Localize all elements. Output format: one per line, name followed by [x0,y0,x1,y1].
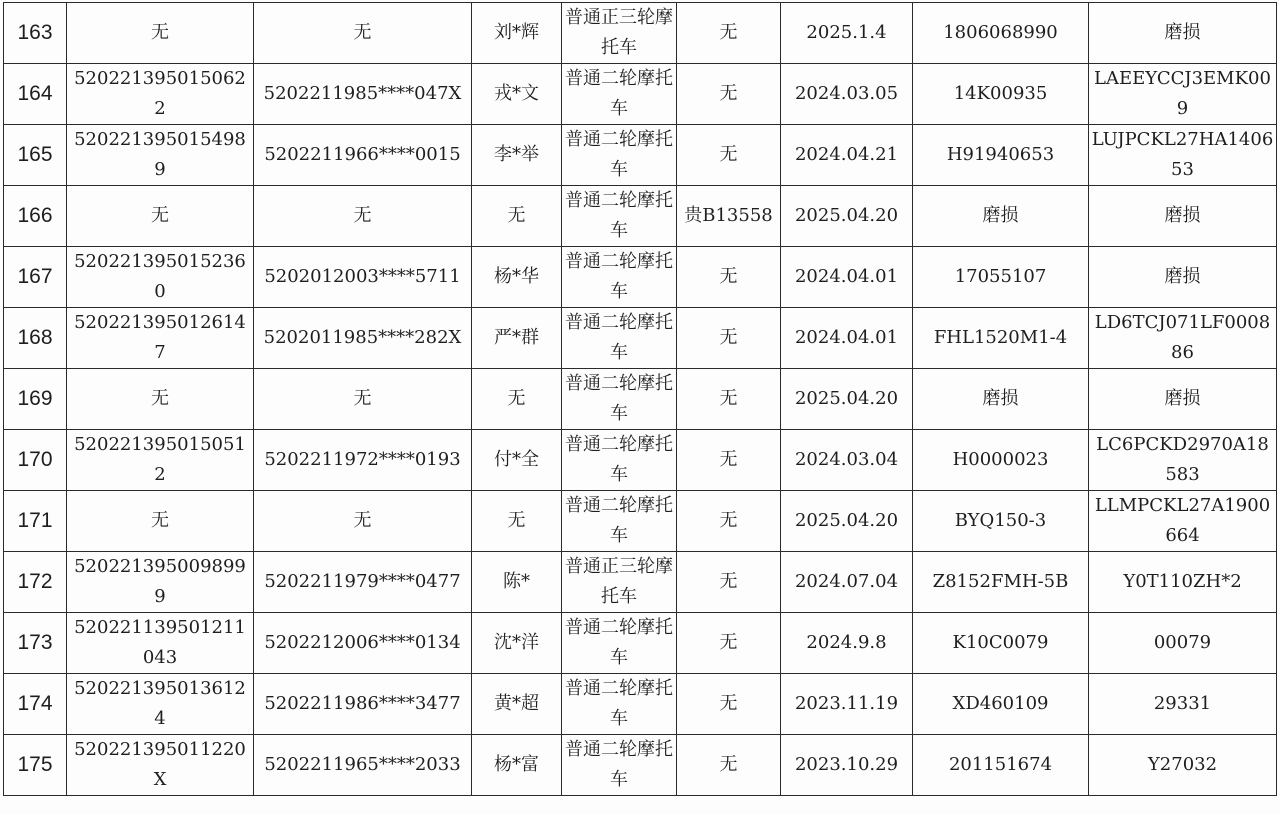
code-cell: 5202213950126147 [67,308,254,369]
date-cell: 2024.03.04 [781,430,913,491]
engine-number-cell: BYQ150-3 [913,491,1089,552]
table-row [4,369,1277,430]
owner-name-cell: 黄*超 [472,674,562,735]
owner-name-cell: 无 [472,186,562,247]
date-cell: 2025.1.4 [781,3,913,64]
owner-name-cell: 陈* [472,552,562,613]
frame-number-cell: LC6PCKD2970A18583 [1089,430,1277,491]
vehicle-type-cell: 普通二轮摩托车 [562,125,677,186]
table-row [4,186,1277,247]
frame-number-cell: LAEEYCCJ3EMK009 [1089,64,1277,125]
date-cell: 2025.04.20 [781,491,913,552]
engine-number-cell: 磨损 [913,369,1089,430]
frame-number-cell: 磨损 [1089,3,1277,64]
date-cell: 2024.04.01 [781,247,913,308]
frame-number-cell: 00079 [1089,613,1277,674]
vehicle-type-cell: 普通二轮摩托车 [562,735,677,796]
code-cell: 5202213950150622 [67,64,254,125]
owner-name-cell: 刘*辉 [472,3,562,64]
vehicle-type-cell: 普通二轮摩托车 [562,613,677,674]
table-row [4,430,1277,491]
frame-number-cell: Y27032 [1089,735,1277,796]
records-table [3,2,1277,796]
row-index-cell: 175 [4,735,67,796]
engine-number-cell: 磨损 [913,186,1089,247]
owner-name-cell: 无 [472,491,562,552]
frame-number-cell: LD6TCJ071LF000886 [1089,308,1277,369]
engine-number-cell: Z8152FMH-5B [913,552,1089,613]
code-cell: 无 [67,186,254,247]
date-cell: 2024.9.8 [781,613,913,674]
date-cell: 2024.07.04 [781,552,913,613]
plate-number-cell: 无 [677,735,781,796]
plate-number-cell: 无 [677,64,781,125]
owner-name-cell: 无 [472,369,562,430]
table-row [4,308,1277,369]
plate-number-cell: 贵B13558 [677,186,781,247]
engine-number-cell: 14K00935 [913,64,1089,125]
code-cell: 5202213950098999 [67,552,254,613]
row-index-cell: 167 [4,247,67,308]
id-number-cell: 5202211965****2033 [254,735,472,796]
owner-name-cell: 杨*富 [472,735,562,796]
engine-number-cell: 201151674 [913,735,1089,796]
owner-name-cell: 戎*文 [472,64,562,125]
date-cell: 2025.04.20 [781,369,913,430]
id-number-cell: 5202011985****282X [254,308,472,369]
table-row [4,674,1277,735]
id-number-cell: 5202211986****3477 [254,674,472,735]
table-row [4,64,1277,125]
table-row [4,3,1277,64]
id-number-cell: 无 [254,3,472,64]
plate-number-cell: 无 [677,3,781,64]
date-cell: 2024.04.21 [781,125,913,186]
owner-name-cell: 李*举 [472,125,562,186]
id-number-cell: 5202211966****0015 [254,125,472,186]
code-cell: 无 [67,3,254,64]
code-cell: 5202213950136124 [67,674,254,735]
plate-number-cell: 无 [677,430,781,491]
plate-number-cell: 无 [677,491,781,552]
date-cell: 2024.04.01 [781,308,913,369]
row-index-cell: 163 [4,3,67,64]
row-index-cell: 169 [4,369,67,430]
frame-number-cell: Y0T110ZH*2 [1089,552,1277,613]
table-row [4,247,1277,308]
id-number-cell: 5202211972****0193 [254,430,472,491]
table-row [4,125,1277,186]
frame-number-cell: 29331 [1089,674,1277,735]
id-number-cell: 5202212006****0134 [254,613,472,674]
frame-number-cell: 磨损 [1089,369,1277,430]
engine-number-cell: 17055107 [913,247,1089,308]
row-index-cell: 168 [4,308,67,369]
id-number-cell: 5202211985****047X [254,64,472,125]
plate-number-cell: 无 [677,552,781,613]
row-index-cell: 165 [4,125,67,186]
engine-number-cell: H91940653 [913,125,1089,186]
plate-number-cell: 无 [677,125,781,186]
row-index-cell: 171 [4,491,67,552]
vehicle-type-cell: 普通二轮摩托车 [562,247,677,308]
id-number-cell: 5202211979****0477 [254,552,472,613]
frame-number-cell: 磨损 [1089,186,1277,247]
id-number-cell: 无 [254,369,472,430]
frame-number-cell: LUJPCKL27HA140653 [1089,125,1277,186]
date-cell: 2025.04.20 [781,186,913,247]
id-number-cell: 无 [254,491,472,552]
row-index-cell: 172 [4,552,67,613]
vehicle-type-cell: 普通二轮摩托车 [562,369,677,430]
engine-number-cell: 1806068990 [913,3,1089,64]
code-cell: 无 [67,491,254,552]
code-cell: 无 [67,369,254,430]
vehicle-type-cell: 普通正三轮摩托车 [562,552,677,613]
date-cell: 2023.10.29 [781,735,913,796]
owner-name-cell: 沈*洋 [472,613,562,674]
vehicle-type-cell: 普通正三轮摩托车 [562,3,677,64]
row-index-cell: 174 [4,674,67,735]
vehicle-type-cell: 普通二轮摩托车 [562,674,677,735]
records-table-body [4,3,1277,796]
frame-number-cell: 磨损 [1089,247,1277,308]
code-cell: 5202213950154989 [67,125,254,186]
id-number-cell: 无 [254,186,472,247]
row-index-cell: 170 [4,430,67,491]
owner-name-cell: 付*全 [472,430,562,491]
owner-name-cell: 杨*华 [472,247,562,308]
plate-number-cell: 无 [677,308,781,369]
date-cell: 2024.03.05 [781,64,913,125]
row-index-cell: 166 [4,186,67,247]
date-cell: 2023.11.19 [781,674,913,735]
row-index-cell: 164 [4,64,67,125]
table-row [4,491,1277,552]
engine-number-cell: XD460109 [913,674,1089,735]
vehicle-type-cell: 普通二轮摩托车 [562,186,677,247]
table-row [4,613,1277,674]
owner-name-cell: 严*群 [472,308,562,369]
vehicle-type-cell: 普通二轮摩托车 [562,491,677,552]
plate-number-cell: 无 [677,247,781,308]
engine-number-cell: K10C0079 [913,613,1089,674]
table-row [4,735,1277,796]
plate-number-cell: 无 [677,613,781,674]
plate-number-cell: 无 [677,674,781,735]
vehicle-type-cell: 普通二轮摩托车 [562,308,677,369]
row-index-cell: 173 [4,613,67,674]
code-cell: 520221395011220X [67,735,254,796]
plate-number-cell: 无 [677,369,781,430]
vehicle-type-cell: 普通二轮摩托车 [562,64,677,125]
id-number-cell: 5202012003****5711 [254,247,472,308]
engine-number-cell: H0000023 [913,430,1089,491]
code-cell: 5202213950150512 [67,430,254,491]
frame-number-cell: LLMPCKL27A1900664 [1089,491,1277,552]
table-row [4,552,1277,613]
code-cell: 520221139501211043 [67,613,254,674]
engine-number-cell: FHL1520M1-4 [913,308,1089,369]
code-cell: 5202213950152360 [67,247,254,308]
vehicle-type-cell: 普通二轮摩托车 [562,430,677,491]
